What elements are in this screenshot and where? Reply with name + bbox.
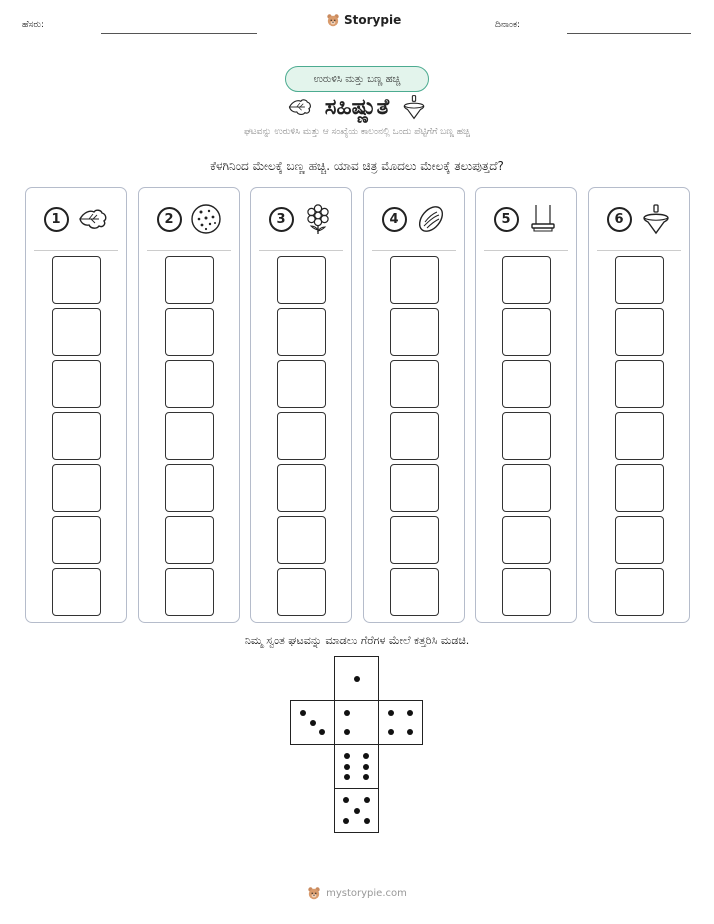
color-box[interactable] — [165, 256, 214, 304]
color-box[interactable] — [390, 412, 439, 460]
spinning-top-icon — [640, 203, 672, 235]
column-number: 2 — [157, 207, 182, 232]
color-box[interactable] — [277, 464, 326, 512]
color-box[interactable] — [390, 464, 439, 512]
color-box[interactable] — [502, 568, 551, 616]
color-box[interactable] — [502, 360, 551, 408]
color-box[interactable] — [52, 516, 101, 564]
die-pip — [364, 797, 370, 803]
die-pip — [354, 676, 360, 682]
color-box[interactable] — [502, 464, 551, 512]
question-text: ಕೆಳಗಿನಿಂದ ಮೇಲಕ್ಕೆ ಬಣ್ಣ ಹಚ್ಚಿ. ಯಾವ ಚಿತ್ರ ಮೊದಲು ಮೇಲಕ್ಕೆ ತಲುಪುತ್ತದೆ? — [210, 159, 504, 173]
die-pip — [363, 764, 369, 770]
color-box[interactable] — [277, 360, 326, 408]
color-box[interactable] — [390, 516, 439, 564]
instruction-text: ಘಟವನ್ನು ಉರುಳಿಸಿ ಮತ್ತು ಆ ಸಂಖ್ಯೆಯ ಕಾಲಂನಲ್ಲಿ ಒಂದು ಪೆಟ್ಟಿಗೆಗೆ ಬಣ್ಣ ಹಚ್ಚಿ — [244, 127, 470, 137]
page-title: ಸಹಿಷ್ಣುತೆ — [324, 94, 390, 120]
name-line[interactable] — [101, 33, 257, 34]
color-box[interactable] — [165, 308, 214, 356]
flower-icon — [302, 203, 334, 235]
color-box[interactable] — [165, 412, 214, 460]
color-box[interactable] — [615, 412, 664, 460]
die-pip — [344, 729, 350, 735]
date-line[interactable] — [567, 33, 691, 34]
die-pip — [310, 720, 316, 726]
die-pip — [407, 729, 413, 735]
column-header — [476, 203, 576, 235]
color-box[interactable] — [52, 256, 101, 304]
color-box[interactable] — [52, 412, 101, 460]
die-face-2 — [334, 700, 379, 745]
footer — [0, 886, 714, 900]
leaf-icon — [287, 94, 313, 120]
column-5 — [475, 187, 577, 623]
color-box[interactable] — [52, 360, 101, 408]
column-2 — [138, 187, 240, 623]
color-box[interactable] — [390, 256, 439, 304]
color-box[interactable] — [165, 360, 214, 408]
die-pip — [319, 729, 325, 735]
activity-tag-label: ಉರುಳಿಸಿ ಮತ್ತು ಬಣ್ಣ ಹಚ್ಚಿ — [313, 73, 401, 85]
column-divider — [147, 250, 231, 251]
color-box[interactable] — [165, 568, 214, 616]
column-number: 4 — [382, 207, 407, 232]
color-box[interactable] — [165, 516, 214, 564]
color-box[interactable] — [52, 568, 101, 616]
column-divider — [597, 250, 681, 251]
die-face-3 — [290, 700, 335, 745]
die-pip — [343, 818, 349, 824]
footer-site-link[interactable]: mystorypie.com — [326, 887, 407, 899]
bear-icon — [307, 886, 321, 900]
color-box[interactable] — [390, 308, 439, 356]
color-box[interactable] — [277, 568, 326, 616]
name-label: ಹೆಸರು: — [22, 20, 45, 30]
color-box[interactable] — [615, 516, 664, 564]
color-box[interactable] — [277, 412, 326, 460]
column-number: 6 — [607, 207, 632, 232]
color-box[interactable] — [502, 412, 551, 460]
color-box[interactable] — [390, 568, 439, 616]
bear-icon — [326, 13, 340, 27]
die-pip — [300, 710, 306, 716]
swing-icon — [527, 203, 559, 235]
leaf-icon — [77, 203, 109, 235]
column-header — [589, 203, 689, 235]
color-box[interactable] — [615, 308, 664, 356]
brand-name: Storypie — [344, 13, 402, 27]
date-label: ದಿನಾಂಕ: — [495, 20, 521, 30]
die-pip — [344, 710, 350, 716]
activity-tag — [285, 66, 429, 92]
die-pip — [344, 764, 350, 770]
die-face-1 — [334, 656, 379, 701]
color-box[interactable] — [615, 256, 664, 304]
die-face-5 — [334, 788, 379, 833]
die-pip — [407, 710, 413, 716]
color-box[interactable] — [615, 360, 664, 408]
die-pip — [343, 797, 349, 803]
almond-icon — [415, 203, 447, 235]
cut-instruction: ನಿಮ್ಮ ಸ್ವಂತ ಘಟವನ್ನು ಮಾಡಲು ಗೆರೆಗಳ ಮೇಲೆ ಕತ್ತರಿಸಿ ಮಡಚಿ. — [244, 634, 470, 647]
die-pip — [354, 808, 360, 814]
color-box[interactable] — [502, 256, 551, 304]
die-pip — [388, 710, 394, 716]
color-box[interactable] — [52, 464, 101, 512]
die-pip — [364, 818, 370, 824]
color-box[interactable] — [277, 308, 326, 356]
color-box[interactable] — [277, 516, 326, 564]
column-header — [139, 203, 239, 235]
color-box[interactable] — [52, 308, 101, 356]
spinning-top-icon — [401, 94, 427, 120]
column-number: 1 — [44, 207, 69, 232]
column-divider — [259, 250, 343, 251]
column-header — [364, 203, 464, 235]
cookie-icon — [190, 203, 222, 235]
color-box[interactable] — [502, 308, 551, 356]
die-pip — [344, 774, 350, 780]
column-3 — [250, 187, 352, 623]
column-divider — [34, 250, 118, 251]
column-divider — [484, 250, 568, 251]
column-number: 3 — [269, 207, 294, 232]
die-face-4 — [378, 700, 423, 745]
color-box[interactable] — [615, 568, 664, 616]
color-box[interactable] — [502, 516, 551, 564]
column-number: 5 — [494, 207, 519, 232]
die-pip — [363, 774, 369, 780]
column-divider — [372, 250, 456, 251]
column-6 — [588, 187, 690, 623]
column-1 — [25, 187, 127, 623]
column-header — [26, 203, 126, 235]
color-box[interactable] — [390, 360, 439, 408]
die-face-6 — [334, 744, 379, 789]
die-pip — [388, 729, 394, 735]
color-box[interactable] — [277, 256, 326, 304]
column-4 — [363, 187, 465, 623]
color-box[interactable] — [165, 464, 214, 512]
column-header — [251, 203, 351, 235]
die-pip — [344, 753, 350, 759]
die-pip — [363, 753, 369, 759]
storypie-logo — [326, 13, 401, 27]
color-box[interactable] — [615, 464, 664, 512]
title-row — [0, 94, 714, 120]
